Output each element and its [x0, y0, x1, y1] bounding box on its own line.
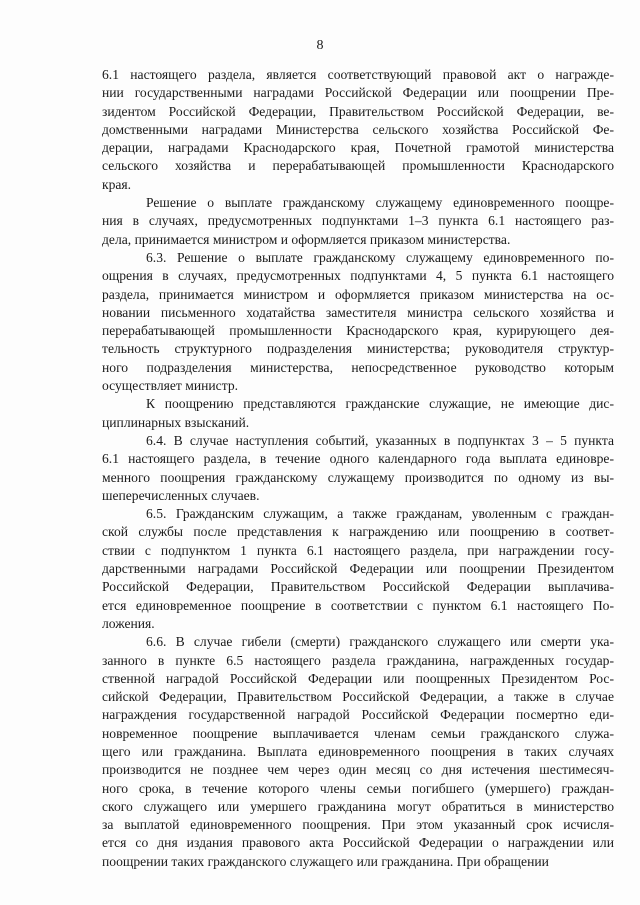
text-line: перерабатывающей промышленности Краснодарского края, курирующего дея-	[102, 323, 614, 339]
paragraph-p6	[102, 505, 614, 633]
text-line: К поощрению представляются гражданские служащие, не имеющие дис-	[146, 396, 614, 412]
text-line: награждения государственной наградой Российской Федерации посмертно еди-	[102, 707, 614, 723]
paragraph-p4	[102, 395, 614, 432]
text-line: менного поощрения гражданскому служащему производится по одному из вы-	[102, 469, 614, 485]
text-line: ется единовременное поощрение в соответствии с пунктом 6.1 настоящего По-	[102, 597, 614, 613]
text-line: циплинарных взысканий.	[102, 414, 250, 430]
text-line: ния в случаях, предусмотренных подпунктами 1–3 пункта 6.1 настоящего раз-	[102, 213, 614, 229]
text-line: ской службы после представления к награждению или поощрению в соответ-	[102, 524, 614, 540]
text-line: ского служащего или умершего гражданина могут обратиться в министерство	[102, 798, 614, 814]
text-line: шеперечисленных случаев.	[102, 487, 260, 503]
text-line: Решение о выплате гражданскому служащему единовременного поощре-	[146, 195, 614, 211]
text-line: ощрения в случаях, предусмотренных подпунктами 4, 5 пункта 6.1 настоящего	[102, 268, 614, 284]
text-line: зидентом Российской Федерации, Правительством Российской Федерации, ве-	[102, 103, 614, 119]
text-line: нии государственными наградами Российской Федерации или поощрении Пре-	[102, 85, 614, 101]
text-line: 6.6. В случае гибели (смерти) гражданского служащего или смерти ука-	[146, 634, 614, 650]
text-line: 6.4. В случае наступления событий, указанных в подпунктах 3 – 5 пункта	[146, 432, 614, 448]
text-line: занного в пункте 6.5 настоящего раздела гражданина, награжденных государ-	[102, 652, 614, 668]
text-line: 6.3. Решение о выплате гражданскому служащему единовременного по-	[146, 249, 614, 265]
text-line: производится не позднее чем через один месяц со дня истечения шестимесяч-	[102, 762, 614, 778]
text-line: поощрении таких гражданского служащего или гражданина. При обращении	[102, 853, 549, 869]
text-line: щего или гражданина. Выплата единовременного поощрения в таких случаях	[102, 743, 614, 759]
text-line: тельность структурного подразделения министерства; руководителя структур-	[102, 341, 614, 357]
text-line: ложения.	[102, 615, 155, 631]
text-line: ствии с подпунктом 1 пункта 6.1 настоящего раздела, при награждении госу-	[102, 542, 614, 558]
text-line: 6.1 настоящего раздела, является соответствующий правовой акт о награжде-	[102, 67, 614, 82]
text-line: осуществляет министр.	[102, 378, 239, 394]
document-body	[102, 66, 614, 871]
text-line: раздела, принимается министром и оформляется приказом министерства на ос-	[102, 286, 614, 302]
page-number: 8	[316, 38, 324, 53]
paragraph-p1	[102, 66, 614, 194]
text-line: новременное поощрение выплачивается членам семьи гражданского служа-	[102, 725, 614, 741]
text-line: 6.1 настоящего раздела, в течение одного календарного года выплата единовре-	[102, 451, 614, 467]
text-line: дерации, наградами Краснодарского края, Почетной грамотой министерства	[102, 140, 614, 156]
text-line: ного подразделения министерства, непосредственное руководство которым	[102, 359, 614, 375]
text-line: домственными наградами Министерства сельского хозяйства Российской Фе-	[102, 121, 614, 137]
text-line: Российской Федерации, Правительством Российской Федерации выплачива-	[102, 579, 614, 595]
text-line: сийской Федерации, Правительством Российской Федерации, а также в случае	[102, 689, 614, 705]
paragraph-p5	[102, 432, 614, 505]
text-line: за выплатой единовременного поощрения. При этом указанный срок исчисля-	[102, 817, 614, 833]
paragraph-p2	[102, 194, 614, 249]
text-line: новании письменного ходатайства заместителя министра сельского хозяйства и	[102, 304, 614, 320]
paragraph-p7	[102, 633, 614, 871]
text-line: 6.5. Гражданским служащим, а также гражданам, уволенным с граждан-	[146, 506, 614, 522]
text-line: края.	[102, 176, 132, 192]
text-line: дарственными наградами Российской Федерации или поощрении Президентом	[102, 561, 614, 577]
text-line: ется со дня издания правового акта Российской Федерации о награждении или	[102, 835, 614, 851]
text-line: ного срока, в течение которого члены семьи погибшего (умершего) граждан-	[102, 780, 614, 796]
text-line: дела, принимается министром и оформляется приказом министерства.	[102, 231, 511, 247]
paragraph-p3	[102, 249, 614, 395]
text-line: сельского хозяйства и перерабатывающей промышленности Краснодарского	[102, 158, 614, 174]
text-line: ственной наградой Российской Федерации или поощренных Президентом Рос-	[102, 670, 614, 686]
